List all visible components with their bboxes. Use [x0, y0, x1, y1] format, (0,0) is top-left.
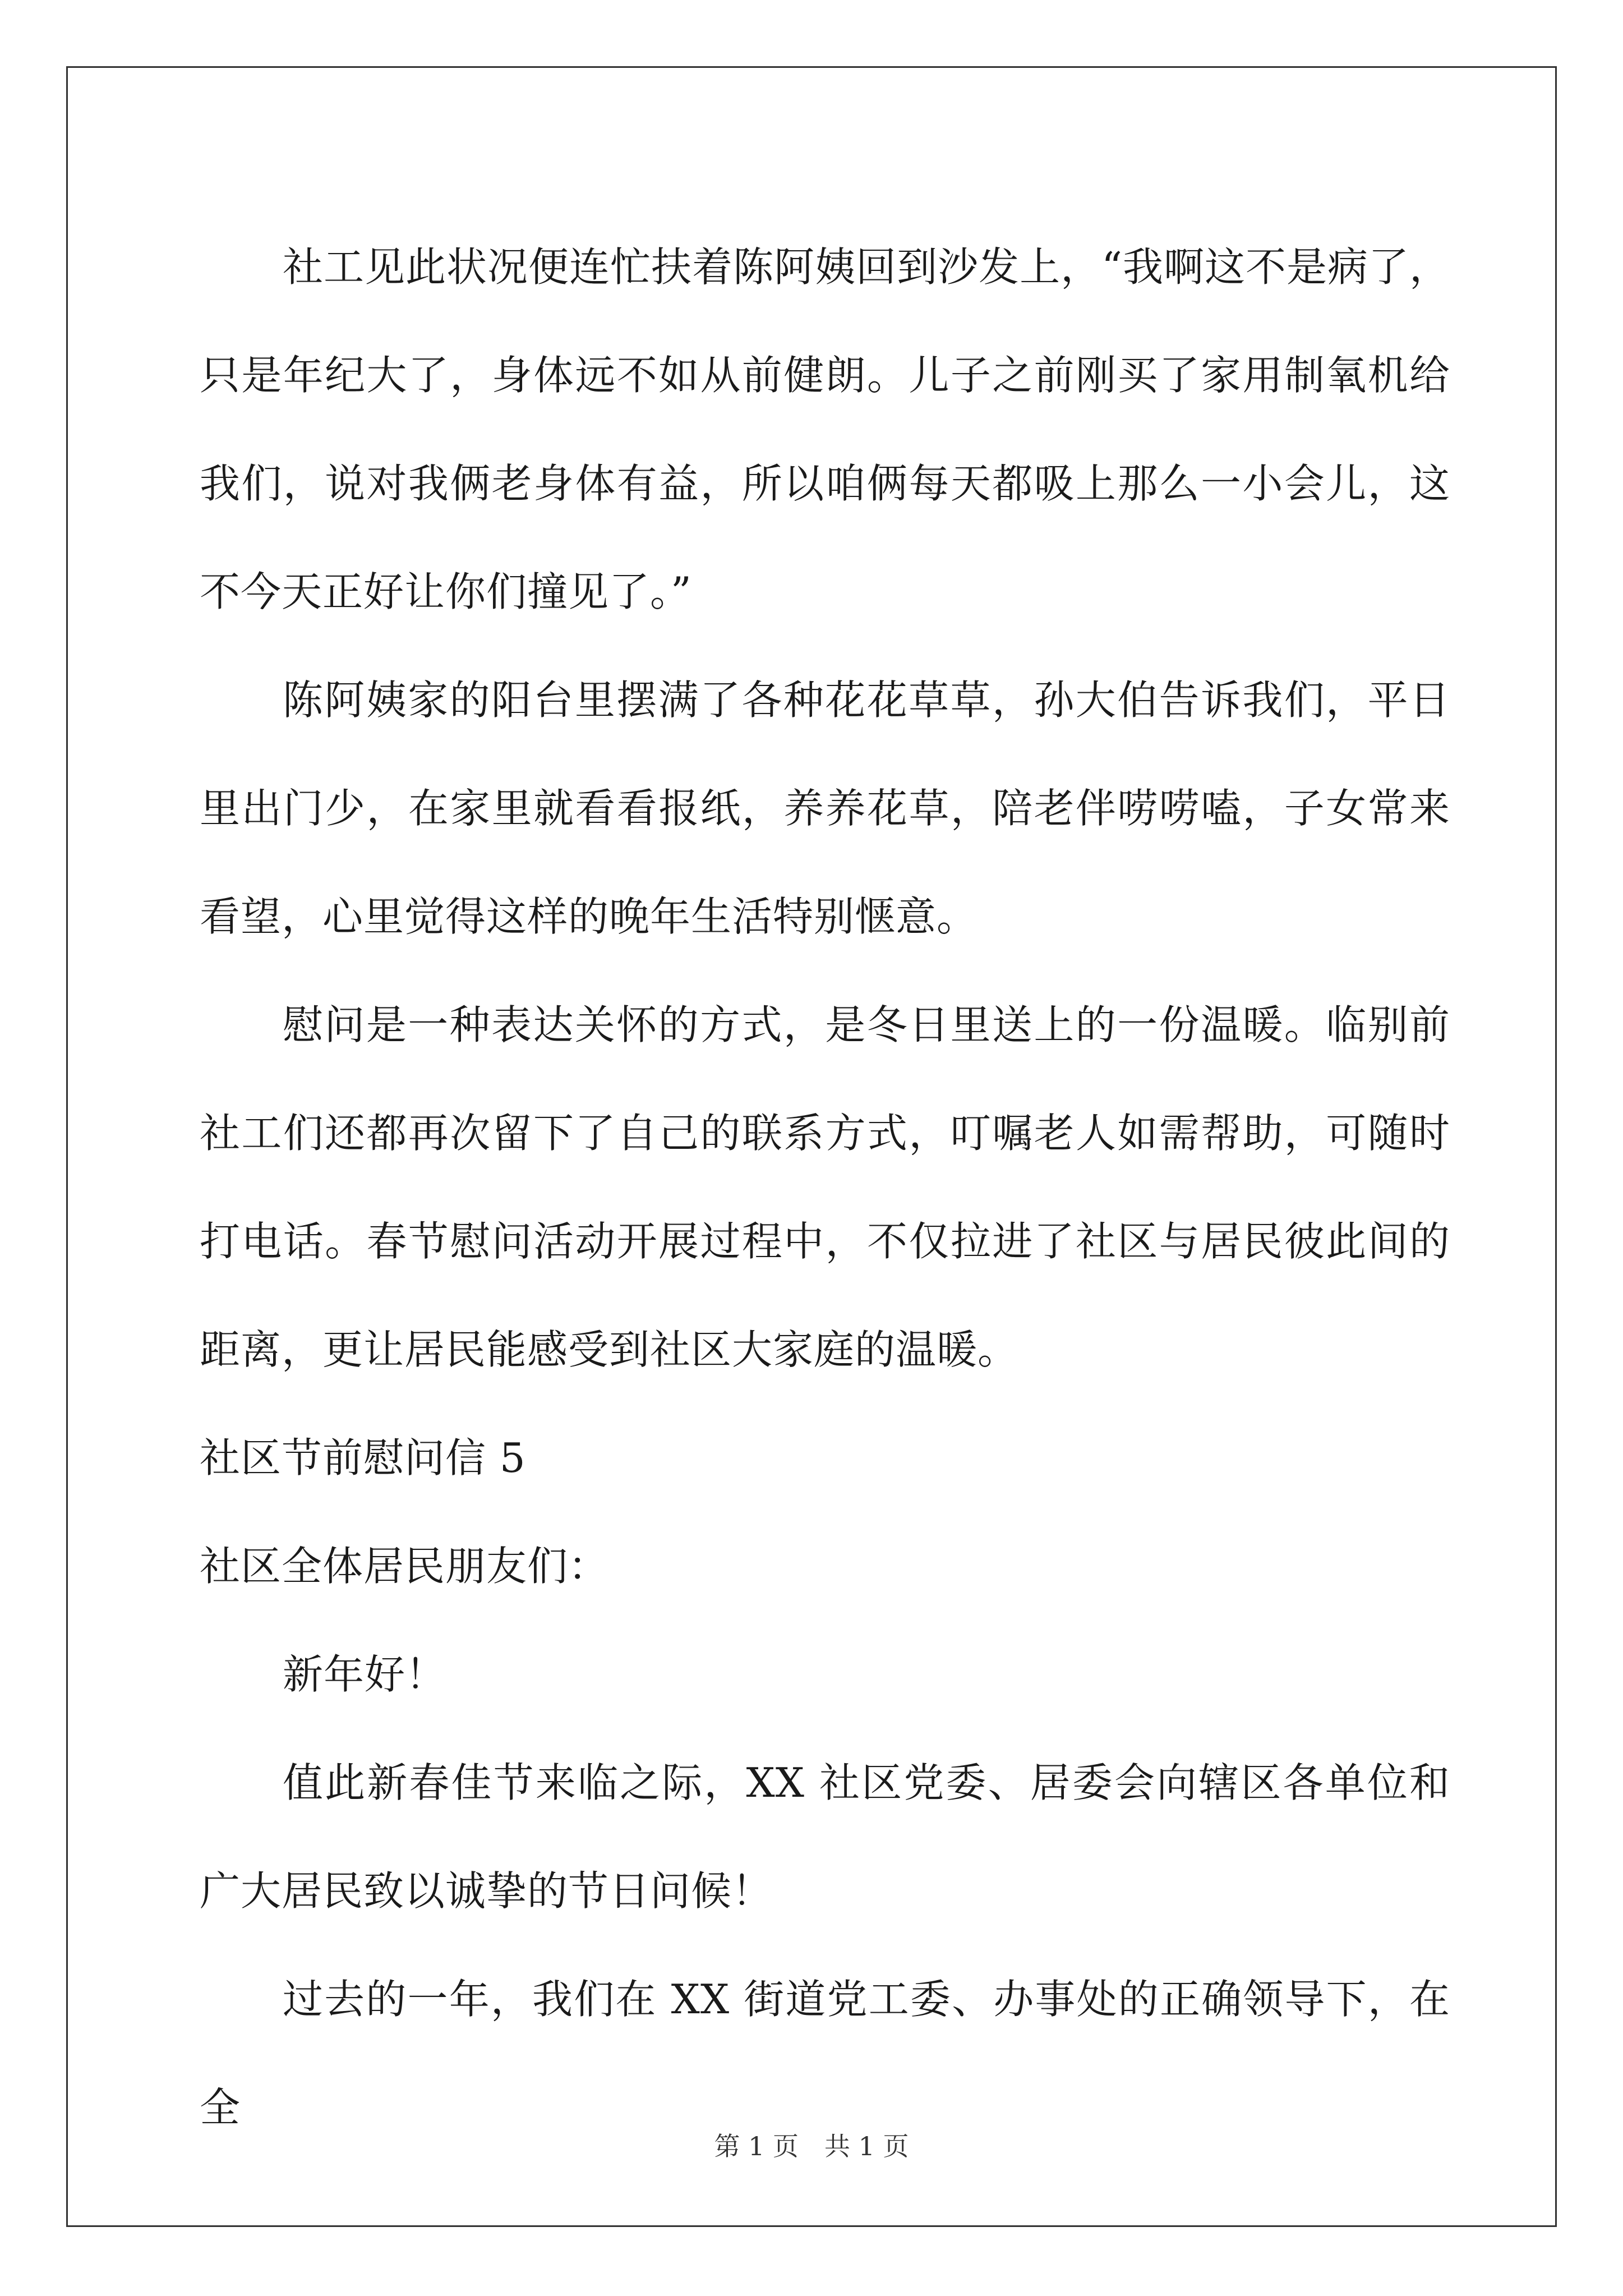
document-body — [200, 213, 1450, 2162]
greeting: 新年好！ — [283, 1651, 447, 1698]
paragraph-5: 过去的一年，我们在 XX 街道党工委、办事处的正确领导下，在全 — [200, 1976, 1450, 2131]
letter-heading: 社区节前慰问信 5 — [200, 1434, 526, 1481]
paragraph-4: 值此新春佳节来临之际，XX 社区党委、居委会向辖区各单位和广大居民致以诚挚的节日问候！ — [200, 1759, 1450, 1915]
paragraph-1: 社工见此状况便连忙扶着陈阿姨回到沙发上，“我啊这不是病了，只是年纪大了，身体远不如从前健朗。儿子之前刚买了家用制氧机给我们，说对我俩老身体有益，所以咱俩每天都吸上那么一小会儿，这不今天正好让你们撞见了。” — [200, 243, 1450, 615]
paragraph-3: 慰问是一种表达关怀的方式，是冬日里送上的一份温暖。临别前社工们还都再次留下了自己的联系方式，叮嘱老人如需帮助，可随时打电话。春节慰问活动开展过程中，不仅拉进了社区与居民彼此间的距离，更让居民能感受到社区大家庭的温暖。 — [200, 1001, 1450, 1373]
paragraph-2: 陈阿姨家的阳台里摆满了各种花花草草，孙大伯告诉我们，平日里出门少，在家里就看看报纸，养养花草，陪老伴唠唠嗑，子女常来看望，心里觉得这样的晚年生活特别惬意。 — [200, 677, 1450, 940]
salutation: 社区全体居民朋友们： — [200, 1543, 610, 1590]
page-footer: 第 1 页 共 1 页 — [714, 2131, 909, 2161]
